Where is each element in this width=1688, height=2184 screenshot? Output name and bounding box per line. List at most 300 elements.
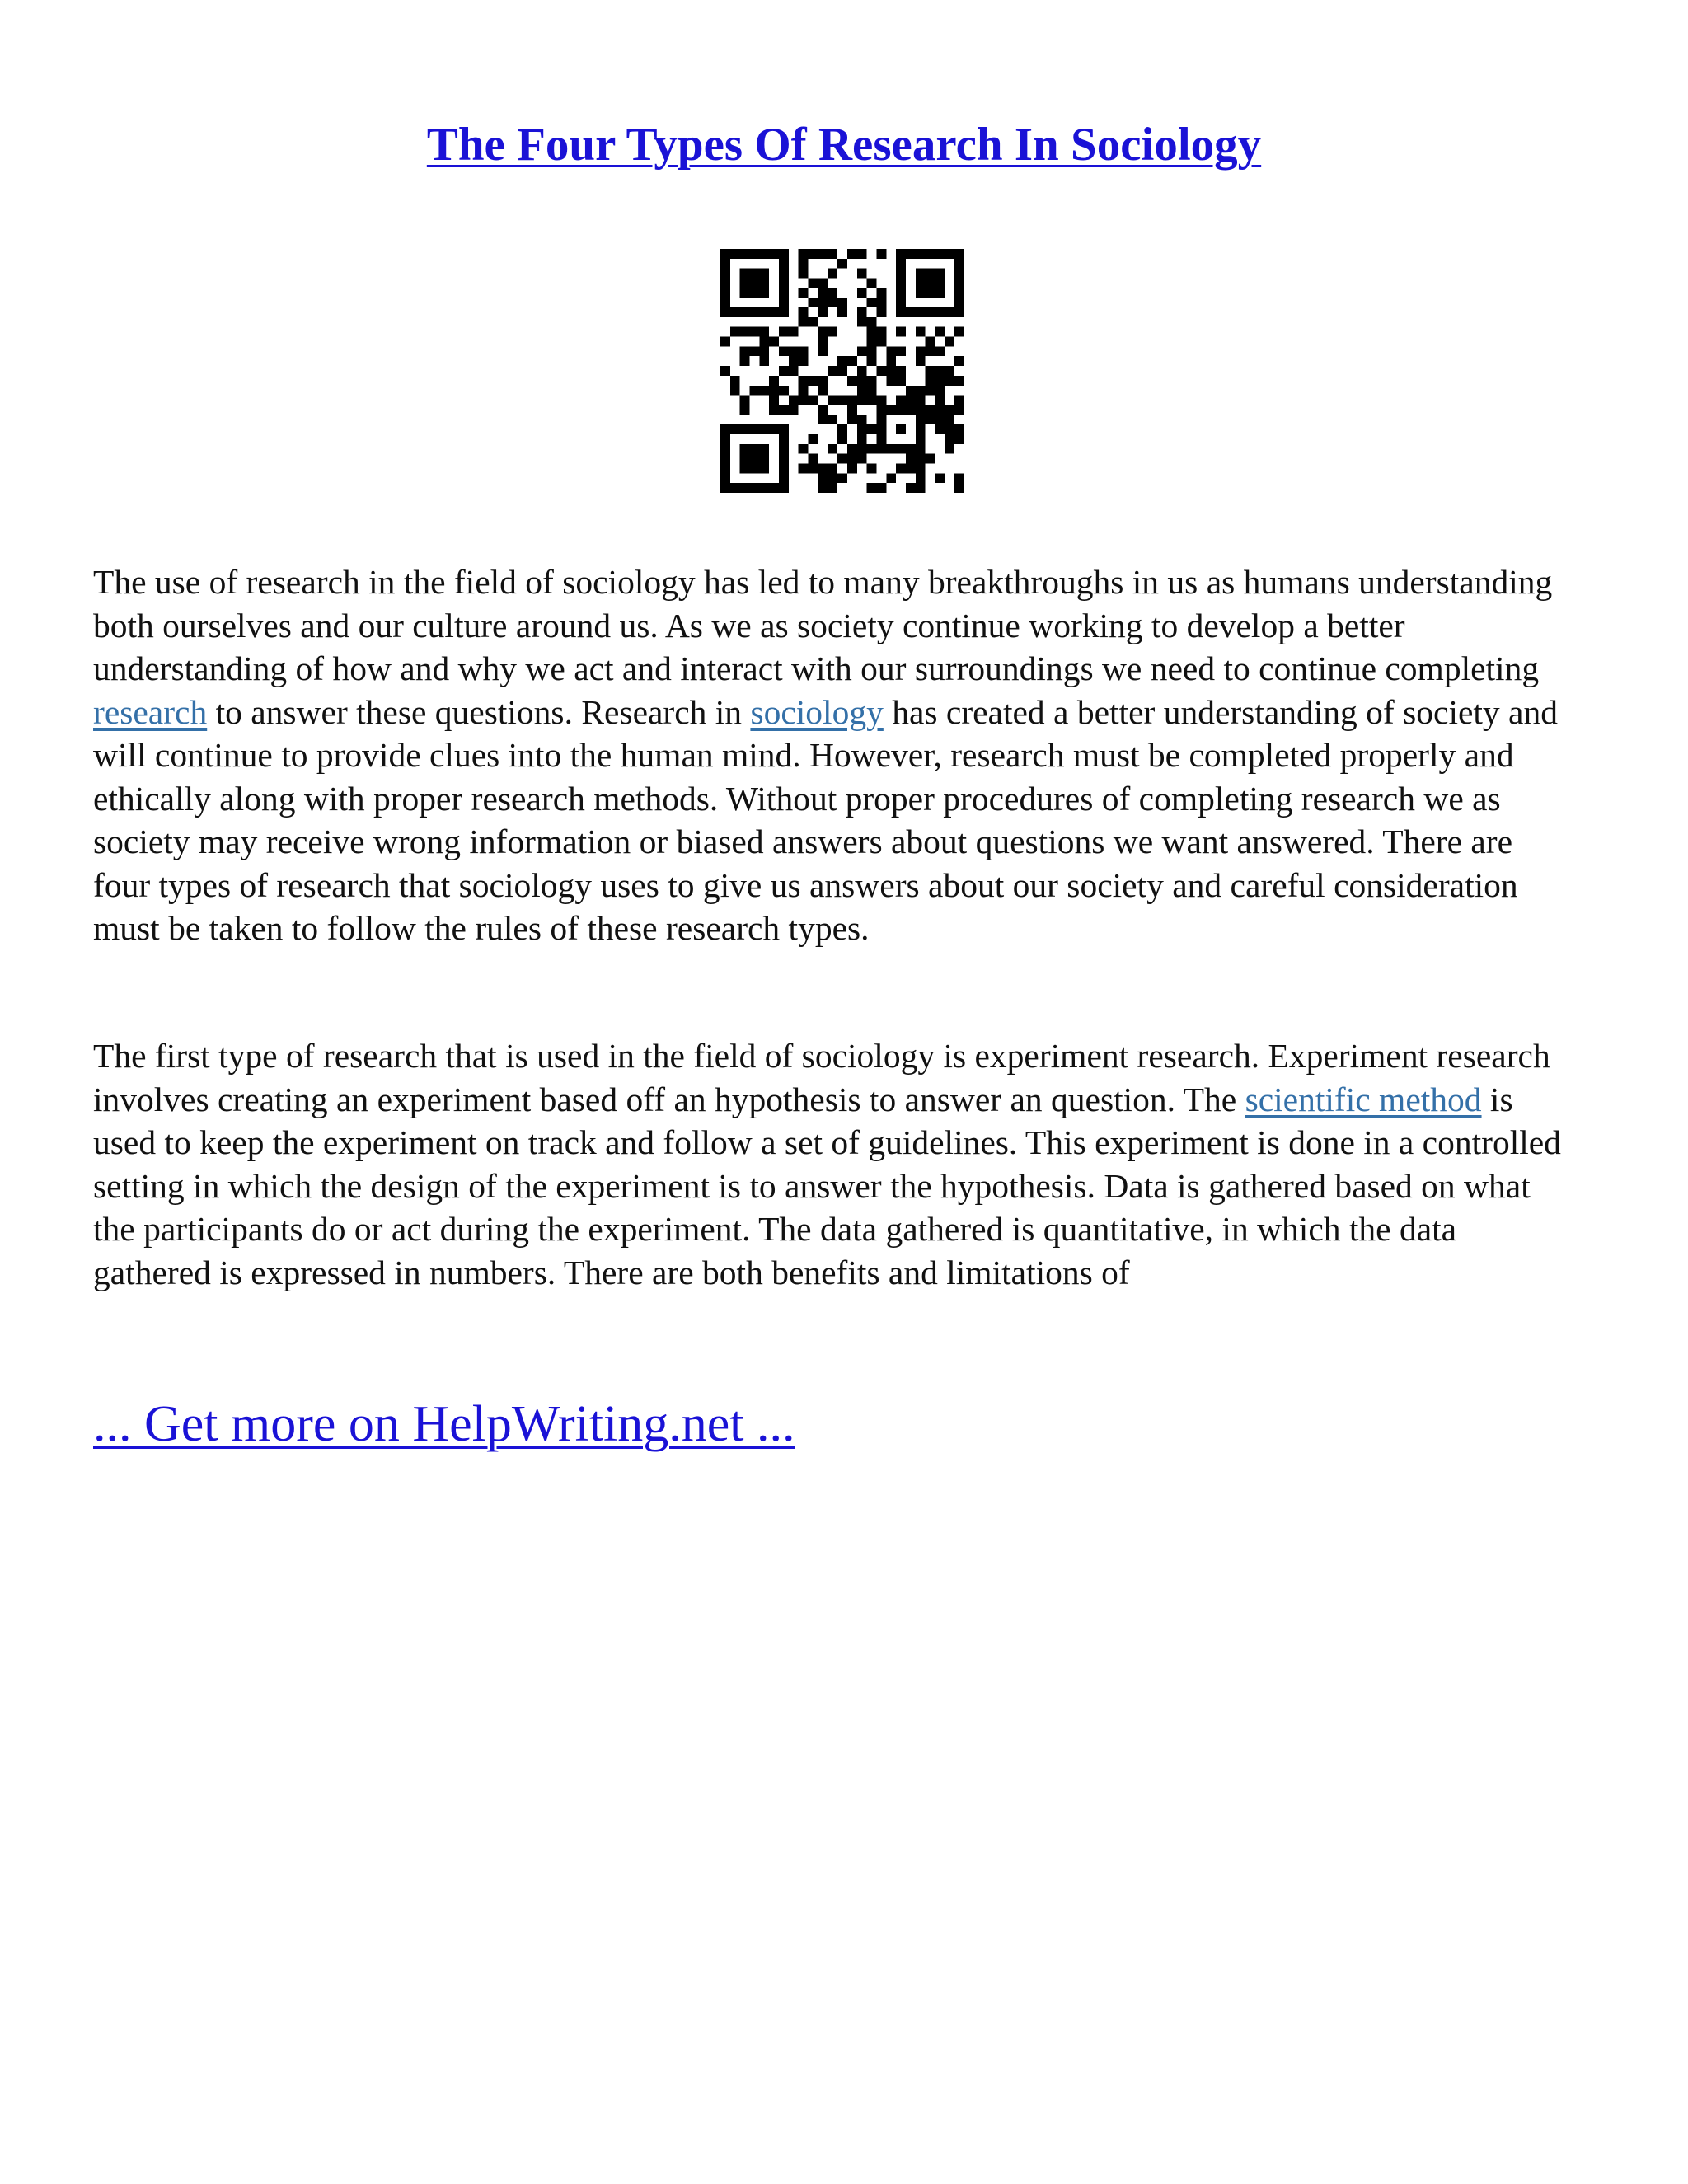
qr-module	[720, 424, 730, 434]
intro-text-b: to answer these questions. Research in	[207, 692, 751, 731]
qr-module	[837, 473, 847, 483]
qr-module	[720, 298, 730, 307]
qr-module	[857, 366, 867, 376]
qr-module	[809, 298, 818, 307]
qr-module	[779, 307, 789, 317]
qr-module	[857, 269, 867, 279]
intro-text-c: has created a better understanding of society and will continue to provide clues into the human mind. However, research must be completed properly and ethically along with proper research methods. Without proper procedures of completing research we as society may receive wrong information or biased answers about questions we want answered. There are four types of research that sociology uses to give us answers about our society and careful consideration must be taken to follow the rules of these research types.	[93, 692, 1558, 947]
qr-module	[867, 376, 877, 386]
qr-module	[730, 483, 740, 493]
qr-module	[935, 346, 945, 356]
qr-module	[886, 444, 896, 454]
qr-module	[935, 269, 945, 279]
qr-module	[769, 376, 779, 386]
qr-module	[906, 405, 916, 415]
qr-module	[867, 337, 877, 347]
qr-module	[740, 307, 750, 317]
qr-module	[809, 463, 818, 473]
qr-module	[828, 249, 837, 259]
qr-module	[837, 434, 847, 444]
qr-module	[886, 346, 896, 356]
qr-module	[779, 327, 789, 337]
qr-module	[847, 376, 857, 386]
qr-module	[837, 307, 847, 317]
qr-module	[935, 405, 945, 415]
qr-module	[896, 376, 906, 386]
qr-module	[916, 454, 926, 464]
qr-module	[847, 463, 857, 473]
qr-module	[759, 356, 769, 366]
qr-module	[945, 424, 954, 434]
qr-module	[750, 454, 760, 464]
qr-module	[954, 356, 964, 366]
qr-module	[809, 454, 818, 464]
qr-module	[818, 405, 828, 415]
qr-module	[886, 366, 896, 376]
qr-module	[935, 386, 945, 396]
qr-module	[809, 434, 818, 444]
qr-module	[867, 396, 877, 405]
scientific-method-link[interactable]: scientific method	[1245, 1080, 1482, 1118]
qr-module	[876, 298, 886, 307]
qr-module	[847, 444, 857, 454]
get-more-link[interactable]: ... Get more on HelpWriting.net ...	[93, 1396, 795, 1452]
qr-module	[789, 356, 799, 366]
qr-module	[935, 415, 945, 424]
qr-module	[740, 483, 750, 493]
qr-module	[730, 424, 740, 434]
qr-module	[837, 298, 847, 307]
qr-module	[759, 327, 769, 337]
qr-module	[730, 249, 740, 259]
qr-module	[876, 415, 886, 424]
qr-module	[799, 356, 809, 366]
qr-module	[809, 396, 818, 405]
qr-module	[916, 415, 926, 424]
qr-code-icon	[720, 249, 964, 493]
qr-module	[759, 279, 769, 288]
qr-module	[720, 269, 730, 279]
qr-module	[828, 444, 837, 454]
qr-module	[750, 327, 760, 337]
qr-module	[857, 307, 867, 317]
qr-module	[759, 483, 769, 493]
qr-module	[847, 415, 857, 424]
sociology-link[interactable]: sociology	[750, 692, 884, 731]
qr-module	[847, 396, 857, 405]
qr-module	[720, 337, 730, 347]
qr-module	[750, 444, 760, 454]
qr-module	[759, 307, 769, 317]
qr-module	[740, 463, 750, 473]
qr-module	[779, 366, 789, 376]
qr-module	[926, 307, 935, 317]
qr-module	[779, 454, 789, 464]
qr-module	[945, 405, 954, 415]
qr-module	[769, 405, 779, 415]
qr-module	[916, 396, 926, 405]
qr-module	[945, 376, 954, 386]
qr-module	[847, 405, 857, 415]
qr-module	[945, 415, 954, 424]
qr-module	[809, 249, 818, 259]
qr-module	[837, 396, 847, 405]
qr-module	[799, 396, 809, 405]
qr-module	[769, 396, 779, 405]
qr-module	[847, 356, 857, 366]
qr-module	[954, 376, 964, 386]
qr-module	[779, 249, 789, 259]
qr-module	[935, 249, 945, 259]
qr-module	[828, 366, 837, 376]
qr-module	[837, 356, 847, 366]
qr-module	[896, 396, 906, 405]
qr-module	[857, 346, 867, 356]
qr-module	[779, 405, 789, 415]
qr-module	[896, 307, 906, 317]
qr-module	[935, 473, 945, 483]
qr-module	[867, 483, 877, 493]
qr-module	[935, 327, 945, 337]
qr-module	[857, 454, 867, 464]
qr-module	[779, 483, 789, 493]
qr-module	[857, 376, 867, 386]
qr-module	[916, 463, 926, 473]
qr-module	[809, 317, 818, 327]
qr-module	[759, 424, 769, 434]
qr-module	[828, 415, 837, 424]
qr-module	[906, 483, 916, 493]
qr-module	[779, 288, 789, 298]
qr-module	[954, 434, 964, 444]
qr-module	[857, 424, 867, 434]
qr-module	[867, 346, 877, 356]
qr-module	[779, 473, 789, 483]
qr-module	[945, 366, 954, 376]
qr-module	[896, 346, 906, 356]
qr-module	[926, 249, 935, 259]
qr-module	[945, 434, 954, 444]
qr-module	[828, 288, 837, 298]
qr-module	[916, 444, 926, 454]
qr-module	[954, 298, 964, 307]
qr-module	[740, 288, 750, 298]
qr-module	[896, 249, 906, 259]
qr-module	[759, 444, 769, 454]
qr-module	[954, 424, 964, 434]
qr-module	[876, 434, 886, 444]
qr-module	[720, 366, 730, 376]
qr-module	[896, 366, 906, 376]
qr-module	[799, 259, 809, 269]
qr-module	[779, 444, 789, 454]
qr-module	[906, 463, 916, 473]
qr-module	[857, 317, 867, 327]
qr-module	[779, 434, 789, 444]
qr-module	[926, 269, 935, 279]
qr-module	[896, 405, 906, 415]
qr-module	[954, 279, 964, 288]
qr-module	[789, 396, 799, 405]
qr-module	[906, 454, 916, 464]
qr-module	[916, 424, 926, 434]
qr-module	[876, 288, 886, 298]
qr-module	[926, 386, 935, 396]
qr-module	[906, 386, 916, 396]
qr-module	[916, 327, 926, 337]
qr-module	[926, 405, 935, 415]
qr-module	[876, 405, 886, 415]
qr-module	[799, 317, 809, 327]
qr-module	[867, 463, 877, 473]
qr-module	[828, 298, 837, 307]
qr-module	[740, 405, 750, 415]
qr-module	[916, 288, 926, 298]
qr-module	[750, 463, 760, 473]
qr-module	[906, 307, 916, 317]
qr-module	[857, 396, 867, 405]
qr-module	[769, 307, 779, 317]
qr-module	[837, 424, 847, 434]
qr-module	[847, 454, 857, 464]
qr-module	[818, 327, 828, 337]
qr-module	[945, 444, 954, 454]
qr-module	[769, 424, 779, 434]
qr-module	[954, 259, 964, 269]
qr-module	[740, 424, 750, 434]
qr-module	[720, 279, 730, 288]
qr-module	[935, 376, 945, 386]
qr-module	[876, 366, 886, 376]
page-title	[0, 114, 1688, 176]
qr-module	[857, 386, 867, 396]
qr-module	[916, 434, 926, 444]
qr-module	[769, 249, 779, 259]
qr-module	[769, 483, 779, 493]
qr-module	[779, 463, 789, 473]
qr-module	[828, 396, 837, 405]
qr-module	[818, 288, 828, 298]
qr-module	[759, 249, 769, 259]
experiment-text-b: is used to keep the experiment on track and follow a set of guidelines. This experiment is done in a controlled setting in which the design of the experiment is to answer the hypothesis. Data is gathered based on what the participants do or act during the experiment. The data gathered is quantitative, in which the data gathered is expressed in numbers. There are both benefits and limitations of	[93, 1080, 1561, 1291]
qr-module	[730, 307, 740, 317]
qr-module	[809, 376, 818, 386]
qr-module	[799, 386, 809, 396]
qr-module	[906, 249, 916, 259]
qr-module	[916, 279, 926, 288]
qr-module	[837, 366, 847, 376]
more-link-container	[93, 1393, 795, 1455]
qr-module	[954, 473, 964, 483]
qr-module	[799, 444, 809, 454]
intro-paragraph	[93, 560, 1568, 950]
qr-module	[720, 249, 730, 259]
qr-module	[750, 424, 760, 434]
qr-module	[779, 386, 789, 396]
qr-module	[867, 424, 877, 434]
qr-module	[809, 279, 818, 288]
qr-module	[740, 346, 750, 356]
qr-module	[867, 356, 877, 366]
qr-module	[740, 454, 750, 464]
qr-module	[867, 444, 877, 454]
qr-module	[740, 396, 750, 405]
qr-module	[876, 396, 886, 405]
qr-module	[945, 249, 954, 259]
qr-module	[916, 473, 926, 483]
qr-module	[730, 386, 740, 396]
qr-module	[935, 424, 945, 434]
qr-module	[896, 269, 906, 279]
qr-module	[818, 337, 828, 347]
experiment-text-a: The first type of research that is used in the field of sociology is experiment research. Experiment research involves creating an experiment based off an hypothesis to answer an question. The	[93, 1037, 1550, 1118]
qr-module	[789, 327, 799, 337]
qr-module	[779, 346, 789, 356]
qr-module	[926, 288, 935, 298]
qr-module	[720, 434, 730, 444]
qr-module	[867, 317, 877, 327]
qr-module	[867, 279, 877, 288]
qr-module	[916, 405, 926, 415]
qr-module	[954, 405, 964, 415]
qr-module	[906, 444, 916, 454]
qr-module	[954, 269, 964, 279]
qr-module	[916, 346, 926, 356]
qr-module	[730, 327, 740, 337]
qr-module	[799, 376, 809, 386]
qr-module	[876, 327, 886, 337]
qr-module	[818, 346, 828, 356]
qr-module	[926, 415, 935, 424]
qr-module	[896, 259, 906, 269]
qr-module	[740, 279, 750, 288]
qr-module	[916, 307, 926, 317]
qr-module	[935, 396, 945, 405]
qr-module	[818, 279, 828, 288]
qr-module	[750, 249, 760, 259]
qr-module	[926, 279, 935, 288]
qr-module	[857, 288, 867, 298]
qr-module	[896, 288, 906, 298]
qr-module	[896, 424, 906, 434]
qr-module	[867, 386, 877, 396]
qr-module	[818, 307, 828, 317]
qr-module	[857, 415, 867, 424]
qr-module	[876, 483, 886, 493]
qr-module	[886, 405, 896, 415]
qr-module	[789, 405, 799, 415]
qr-module	[837, 454, 847, 464]
qr-module	[789, 346, 799, 356]
qr-module	[759, 288, 769, 298]
qr-module	[926, 346, 935, 356]
qr-module	[779, 269, 789, 279]
qr-module	[779, 279, 789, 288]
qr-module	[730, 376, 740, 386]
qr-module	[916, 249, 926, 259]
qr-module	[886, 473, 896, 483]
qr-module	[896, 298, 906, 307]
qr-module	[857, 249, 867, 259]
qr-module	[916, 269, 926, 279]
research-link[interactable]: research	[93, 692, 208, 731]
qr-module	[954, 327, 964, 337]
qr-module	[876, 307, 886, 317]
title-link[interactable]: The Four Types Of Research In Sociology	[426, 119, 1262, 171]
qr-module	[954, 396, 964, 405]
qr-module	[954, 483, 964, 493]
experiment-paragraph	[93, 1034, 1568, 1294]
qr-module	[818, 473, 828, 483]
qr-module	[759, 346, 769, 356]
qr-module	[926, 366, 935, 376]
qr-module	[799, 346, 809, 356]
qr-module	[828, 473, 837, 483]
qr-module	[720, 463, 730, 473]
qr-module	[926, 337, 935, 347]
qr-module	[750, 269, 760, 279]
qr-module	[896, 463, 906, 473]
qr-module	[799, 307, 809, 317]
qr-module	[720, 307, 730, 317]
qr-module	[916, 483, 926, 493]
qr-module	[769, 337, 779, 347]
qr-module	[916, 356, 926, 366]
qr-module	[818, 483, 828, 493]
qr-module	[759, 463, 769, 473]
qr-module	[779, 424, 789, 434]
qr-module	[954, 249, 964, 259]
qr-module	[916, 386, 926, 396]
qr-module	[857, 444, 867, 454]
qr-module	[759, 337, 769, 347]
qr-module	[935, 366, 945, 376]
qr-module	[828, 463, 837, 473]
qr-module	[750, 288, 760, 298]
qr-module	[799, 249, 809, 259]
qr-module	[935, 307, 945, 317]
qr-module	[828, 483, 837, 493]
qr-module	[828, 269, 837, 279]
qr-module	[867, 327, 877, 337]
qr-module	[799, 288, 809, 298]
qr-module	[789, 366, 799, 376]
qr-module	[818, 463, 828, 473]
qr-module	[740, 269, 750, 279]
qr-module	[818, 386, 828, 396]
qr-module	[759, 269, 769, 279]
qr-module	[720, 473, 730, 483]
qr-module	[945, 337, 954, 347]
qr-module	[828, 327, 837, 337]
qr-module	[769, 386, 779, 396]
qr-module	[886, 356, 896, 366]
qr-module	[759, 454, 769, 464]
qr-module	[750, 346, 760, 356]
qr-module	[935, 288, 945, 298]
qr-module	[847, 249, 857, 259]
qr-module	[886, 376, 896, 386]
qr-module	[779, 259, 789, 269]
qr-module	[818, 298, 828, 307]
qr-module	[740, 327, 750, 337]
qr-module	[837, 259, 847, 269]
qr-module	[818, 249, 828, 259]
qr-module	[740, 249, 750, 259]
qr-module	[876, 337, 886, 347]
qr-module	[876, 444, 886, 454]
qr-module	[896, 279, 906, 288]
